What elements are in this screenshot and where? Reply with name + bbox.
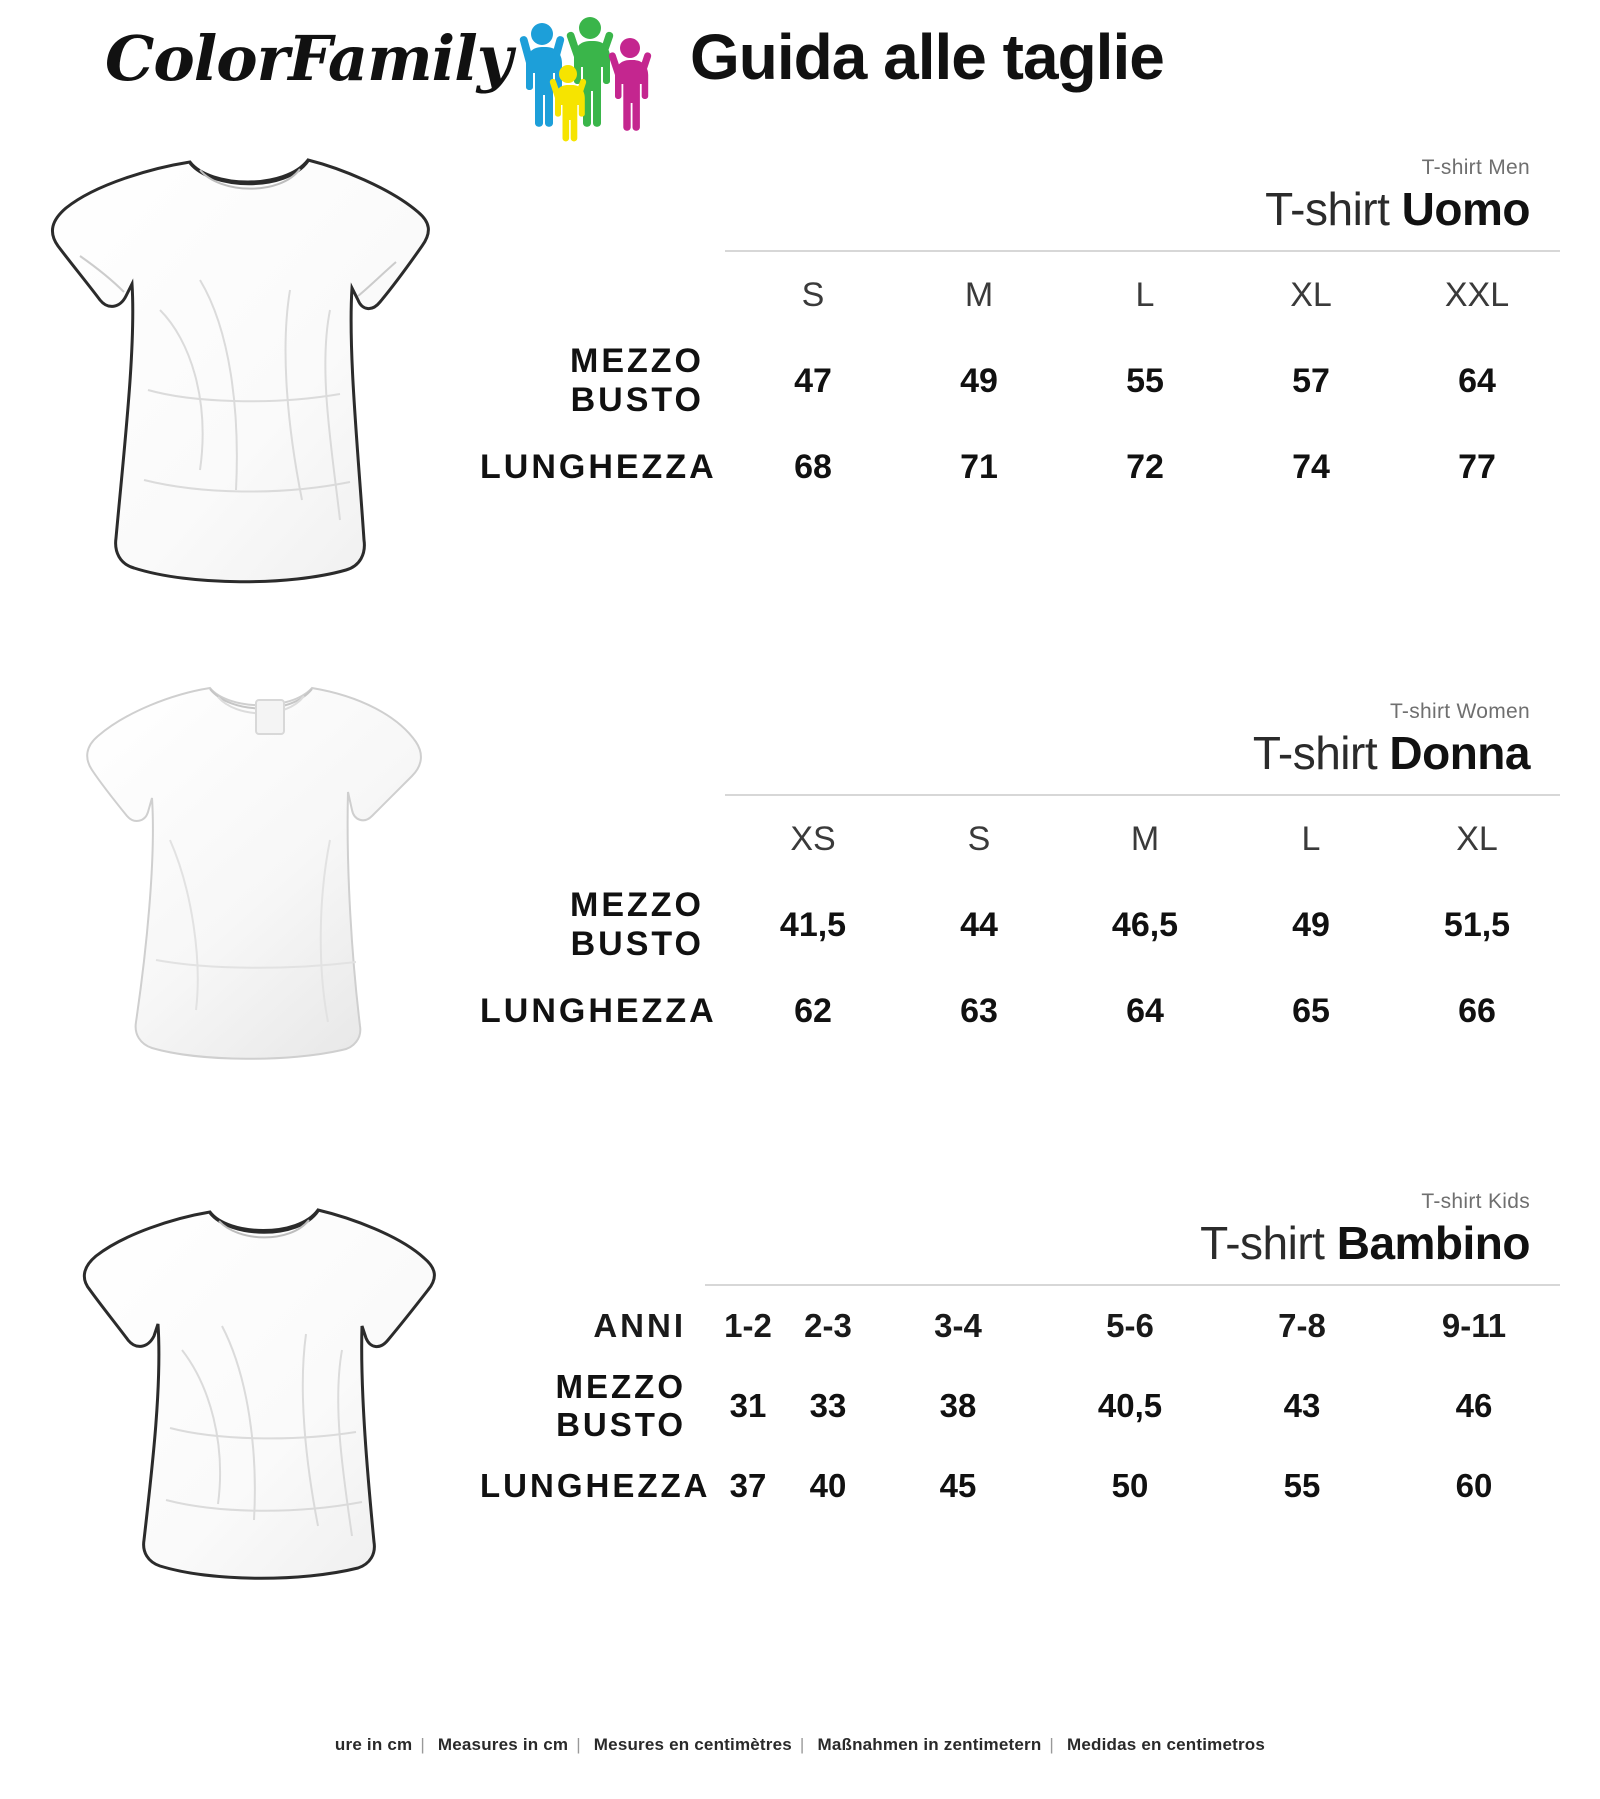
section-kids <box>0 1190 1600 1690</box>
men-header-blank <box>480 252 730 338</box>
men-row0-val1: 49 <box>960 361 998 400</box>
men-row1-val1: 71 <box>960 447 998 486</box>
kids-age-label: ANNI <box>593 1307 686 1344</box>
men-title-light: T-shirt <box>1265 183 1402 235</box>
brand-name <box>105 8 512 95</box>
brand-name-part2: Family <box>288 22 512 95</box>
brand-logo <box>105 8 653 147</box>
kids-col-4: 7-8 <box>1278 1307 1326 1344</box>
footer-it: ure in cm <box>334 1735 413 1754</box>
kids-row1-label: LUNGHEZZA <box>480 1467 711 1504</box>
men-size-table <box>480 252 1560 510</box>
table-row-header-kids <box>480 1286 1560 1366</box>
women-row1-val3: 65 <box>1292 991 1330 1030</box>
brand-name-part1: Color <box>105 22 289 95</box>
family-figures-icon <box>518 12 653 147</box>
women-col-0: XS <box>790 819 836 858</box>
measurement-units-footer <box>0 1735 1600 1755</box>
table-row-header-men <box>480 252 1560 338</box>
women-section-title <box>480 726 1560 780</box>
women-row0-val2: 46,5 <box>1111 905 1179 944</box>
page-header <box>0 0 1600 150</box>
women-col-4: XL <box>1456 819 1498 858</box>
footer-fr: Mesures en centimètres <box>593 1735 792 1754</box>
women-row1-val2: 64 <box>1126 991 1164 1030</box>
women-col-1: S <box>967 819 991 858</box>
kids-row1-val3: 50 <box>1111 1467 1149 1504</box>
women-eyebrow: T-shirt Women <box>1389 700 1530 723</box>
page-title: Guida alle taglie <box>690 21 1164 93</box>
kids-row0-val1: 33 <box>809 1387 847 1424</box>
men-row1-val2: 72 <box>1126 447 1164 486</box>
women-row0-label: MEZZO BUSTO <box>570 886 704 963</box>
table-row <box>480 882 1560 968</box>
table-row <box>480 1446 1560 1526</box>
men-row1-val0: 68 <box>794 447 832 486</box>
women-row1-val0: 62 <box>794 991 832 1030</box>
kids-row0-val2: 38 <box>939 1387 977 1424</box>
men-row1-val3: 74 <box>1292 447 1330 486</box>
women-row0-val1: 44 <box>960 905 998 944</box>
women-row1-val4: 66 <box>1458 991 1496 1030</box>
mens-tshirt-illustration <box>40 150 460 610</box>
table-row-header-women <box>480 796 1560 882</box>
men-col-3: XL <box>1290 275 1332 314</box>
kids-title-light: T-shirt <box>1200 1217 1337 1269</box>
kids-row0-val3: 40,5 <box>1097 1387 1163 1424</box>
section-women <box>0 670 1600 1190</box>
women-title-bold: Donna <box>1389 727 1530 779</box>
men-row0-val0: 47 <box>794 361 832 400</box>
men-row1-label: LUNGHEZZA <box>480 447 717 486</box>
table-row <box>480 968 1560 1054</box>
men-title-bold: Uomo <box>1401 183 1530 235</box>
women-size-table <box>480 796 1560 1054</box>
footer-en: Measures in cm <box>437 1735 569 1754</box>
men-row0-label: MEZZO BUSTO <box>570 342 704 419</box>
men-row1-val4: 77 <box>1458 447 1496 486</box>
men-size-table-block <box>480 156 1560 510</box>
table-row <box>480 424 1560 510</box>
kids-col-0: 1-2 <box>724 1307 772 1344</box>
kids-col-1: 2-3 <box>804 1307 852 1344</box>
men-section-title <box>480 182 1560 236</box>
kids-row1-val0: 37 <box>729 1467 767 1504</box>
kids-row1-val4: 55 <box>1283 1467 1321 1504</box>
section-men <box>0 150 1600 670</box>
kids-row0-label: MEZZO BUSTO <box>555 1368 686 1443</box>
kids-size-table <box>480 1286 1560 1526</box>
men-col-1: M <box>964 275 994 314</box>
women-row1-label: LUNGHEZZA <box>480 991 717 1030</box>
footer-de: Maßnahmen in zentimetern <box>817 1735 1042 1754</box>
men-col-4: XXL <box>1444 275 1510 314</box>
women-row1-val1: 63 <box>960 991 998 1030</box>
footer-sep-4: | <box>1049 1735 1055 1754</box>
kids-row0-val5: 46 <box>1455 1387 1493 1424</box>
men-col-0: S <box>801 275 825 314</box>
kids-eyebrow: T-shirt Kids <box>1421 1190 1530 1213</box>
men-row0-val3: 57 <box>1292 361 1330 400</box>
kids-col-2: 3-4 <box>934 1307 982 1344</box>
men-eyebrow: T-shirt Men <box>1421 156 1530 179</box>
kids-title-bold: Bambino <box>1336 1217 1530 1269</box>
women-row0-val3: 49 <box>1292 905 1330 944</box>
footer-sep-2: | <box>576 1735 581 1754</box>
mens-tshirt-svg <box>40 150 460 600</box>
men-row0-val2: 55 <box>1126 361 1164 400</box>
family-figures-svg <box>518 12 653 147</box>
women-title-light: T-shirt <box>1252 727 1390 779</box>
women-size-table-block <box>480 700 1560 1054</box>
kids-col-5: 9-11 <box>1441 1307 1507 1344</box>
women-col-3: L <box>1301 819 1321 858</box>
footer-es: Medidas en centimetros <box>1066 1735 1266 1754</box>
men-row0-val4: 64 <box>1458 361 1496 400</box>
table-row <box>480 338 1560 424</box>
women-col-2: M <box>1130 819 1160 858</box>
kids-row1-val2: 45 <box>939 1467 977 1504</box>
kids-size-table-block <box>480 1190 1560 1526</box>
kids-row1-val1: 40 <box>809 1467 847 1504</box>
kids-row0-val0: 31 <box>729 1387 767 1424</box>
kids-section-title <box>480 1216 1560 1270</box>
women-row0-val0: 41,5 <box>779 905 847 944</box>
women-row0-val4: 51,5 <box>1443 905 1511 944</box>
kids-tshirt-svg <box>70 1200 460 1600</box>
womens-tshirt-illustration <box>60 670 480 1130</box>
footer-sep-1: | <box>420 1735 425 1754</box>
footer-sep-3: | <box>799 1735 805 1754</box>
kids-row1-val5: 60 <box>1455 1467 1493 1504</box>
kids-tshirt-illustration <box>70 1200 470 1620</box>
table-row <box>480 1366 1560 1446</box>
women-header-blank <box>480 796 730 882</box>
womens-tshirt-svg <box>60 670 460 1100</box>
kids-row0-val4: 43 <box>1283 1387 1321 1424</box>
kids-col-3: 5-6 <box>1106 1307 1154 1344</box>
men-col-2: L <box>1135 275 1155 314</box>
